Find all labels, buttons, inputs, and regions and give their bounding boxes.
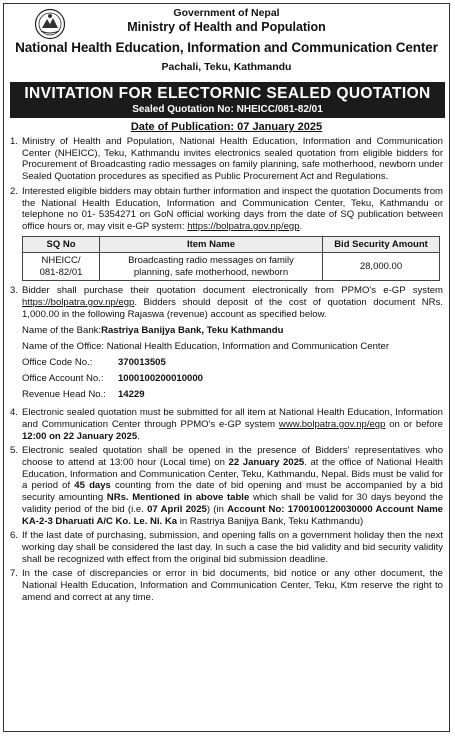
clause-text-mid: on or before	[385, 418, 443, 430]
sq-no-line: NHEICC/	[41, 255, 81, 267]
clause-text-end: .	[299, 220, 303, 232]
clause-number: 1.	[10, 136, 18, 147]
bank-name-value: Rastriya Banijya Bank, Teku Kathmandu	[101, 325, 284, 337]
clause-text: If the last date of purchasing, submission, and opening falls on a government holiday then the next working day shall be considered the last day. In such a case the bid validity and bid security validity shall be recognized with effect from the original bid submission deadline.	[22, 530, 443, 565]
deposit-account: Account No: 1700100120030000 Account Name KA-2-3 Dharuati A/C Ko. Le. Ni. Ka	[22, 503, 443, 527]
office-name-row	[22, 339, 443, 355]
opening-date: 22 January 2025	[228, 457, 305, 469]
publication-date: Date of Publication: 07 January 2025	[130, 121, 323, 133]
clause-number: 3.	[10, 285, 18, 297]
clause-number: 4.	[10, 407, 18, 419]
revenue-head-label: Revenue Head No.:	[22, 389, 106, 401]
clause-text: which shall be valid for 30 days beyond the validity period of the bid (i.e.	[22, 492, 444, 515]
office-code-value: 370013505	[118, 357, 166, 369]
revenue-head-row	[22, 387, 443, 403]
header-sq-no: SQ No	[23, 236, 100, 253]
revenue-head-value: 14229	[118, 389, 145, 401]
center-address: Pachali, Teku, Kathmandu	[161, 61, 292, 73]
clause-1	[10, 136, 443, 183]
cell-bid-security: 28,000.00	[323, 253, 440, 281]
clause-text: Ministry of Health and Population, National Health Education, Information and Communication Center (NHEICC), Teku, Kathmandu invites electronics sealed quotation from eligible bidders for Procurement of Broadcasting radio messages on family planning, safe motherhood, newborn under Sealed Quotation procedures as specified as Public Procurement Act and Regulations.	[22, 136, 443, 183]
item-name-line: Broadcasting radio messages on family	[128, 255, 294, 267]
clause-3	[10, 285, 443, 320]
office-account-row	[22, 371, 443, 387]
clause-6	[10, 530, 443, 565]
notice-body	[10, 136, 443, 606]
clause-text: Bidder shall purchase their quotation document electronically from PPMO's e-GP system	[22, 285, 443, 297]
clause-text: Electronic sealed quotation must be submitted for all item at National Health Education, Information and Communication Center through PPMO's e-GP system	[22, 407, 443, 430]
notice-header	[4, 4, 449, 86]
cell-item-name	[100, 253, 323, 281]
egp-link[interactable]: https://bolpatra.gov.np/egp	[187, 220, 300, 232]
item-name-line: planning, safe motherhood, newborn	[133, 266, 289, 278]
office-code-row	[22, 355, 443, 371]
table-header-row	[23, 236, 440, 253]
office-account-label: Office Account No.:	[22, 373, 104, 385]
office-code-label: Office Code No.:	[22, 357, 93, 369]
clause-text: counting from the date of bid opening and must be accompanied by a bid security amounting	[22, 480, 443, 504]
header-bid-security: Bid Security Amount	[323, 236, 440, 253]
notice-banner	[10, 82, 445, 118]
submission-deadline: 12:00 on 22 January 2025	[22, 430, 138, 442]
sq-no-line: 081-82/01	[39, 266, 83, 278]
clause-number: 5.	[10, 445, 18, 457]
egp-link[interactable]: www.bolpatra.gov.np/egp	[278, 418, 386, 430]
header-item-name: Item Name	[100, 236, 323, 253]
clause-4	[10, 407, 443, 442]
office-account-value: 1000100200010000	[118, 373, 203, 385]
egp-link[interactable]: https://bolpatra.gov.np/egp	[22, 296, 135, 308]
clause-text: ) (in	[206, 503, 228, 515]
clause-text-end: . Bidders should deposit of the cost of quotation document NRs. 1,000.00 in the following Rajaswa (revenue) account as specified below.	[22, 296, 443, 320]
clause-text: Interested eligible bidders may obtain further information and inspect the quotation Documents from the National Health Education, Information and Communication Center, Teku, Kathmandu or telephone no 01- 5354271 on GoN official working days from the date of SQ publication between office hours or, may visit e-GP system:	[22, 185, 443, 232]
cell-sq-no	[23, 253, 100, 281]
clause-text: Electronic sealed quotation shall be opened in the presence of Bidders' representatives who choose to attend at 13:00 hour (Local time) on	[22, 445, 443, 469]
office-name-label: Name of the Office: National Health Education, Information and Communication Center	[22, 341, 390, 353]
notice-title: INVITATION FOR ELECTORNIC SEALED QUOTATION	[24, 85, 431, 102]
clause-number: 7.	[10, 568, 18, 580]
bank-details	[10, 323, 443, 403]
table-row	[23, 253, 440, 281]
clause-text-end: .	[137, 430, 140, 442]
clause-2	[10, 186, 443, 233]
clause-text: . at the office of National Health Education, Information and Communication Center, Teku, Kathmandu, Nepal. Bids must be valid for a period of	[22, 457, 443, 492]
clause-text-end: in Rastriya Banijya Bank, Teku Kathmandu)	[177, 515, 364, 527]
clause-number: 6.	[10, 530, 18, 542]
sealed-quotation-number: Sealed Quotation No: NHEICC/081-82/01	[132, 104, 323, 115]
clause-text: In the case of discrepancies or error in bid documents, bid notice or any other document, the National Health Education, Information and Communication Center, Teku, Ktm reserve the right to amend and correct at any time.	[22, 568, 443, 603]
ministry-label: Ministry of Health and Population	[127, 20, 326, 34]
clause-number: 2.	[10, 185, 18, 197]
security-validity-date: 07 April 2025	[147, 503, 207, 515]
bank-name-label: Name of the Bank:	[22, 325, 102, 337]
government-label: Government of Nepal	[173, 7, 280, 19]
bid-security-note: NRs. Mentioned in above table	[106, 492, 250, 504]
quotation-table	[22, 236, 440, 282]
center-name: National Health Education, Information and Communication Center	[15, 40, 438, 55]
bank-name-row	[22, 323, 443, 339]
notice-frame	[3, 3, 450, 732]
bid-validity: 45 days	[74, 480, 111, 492]
clause-5	[10, 445, 443, 527]
clause-7	[10, 568, 443, 603]
